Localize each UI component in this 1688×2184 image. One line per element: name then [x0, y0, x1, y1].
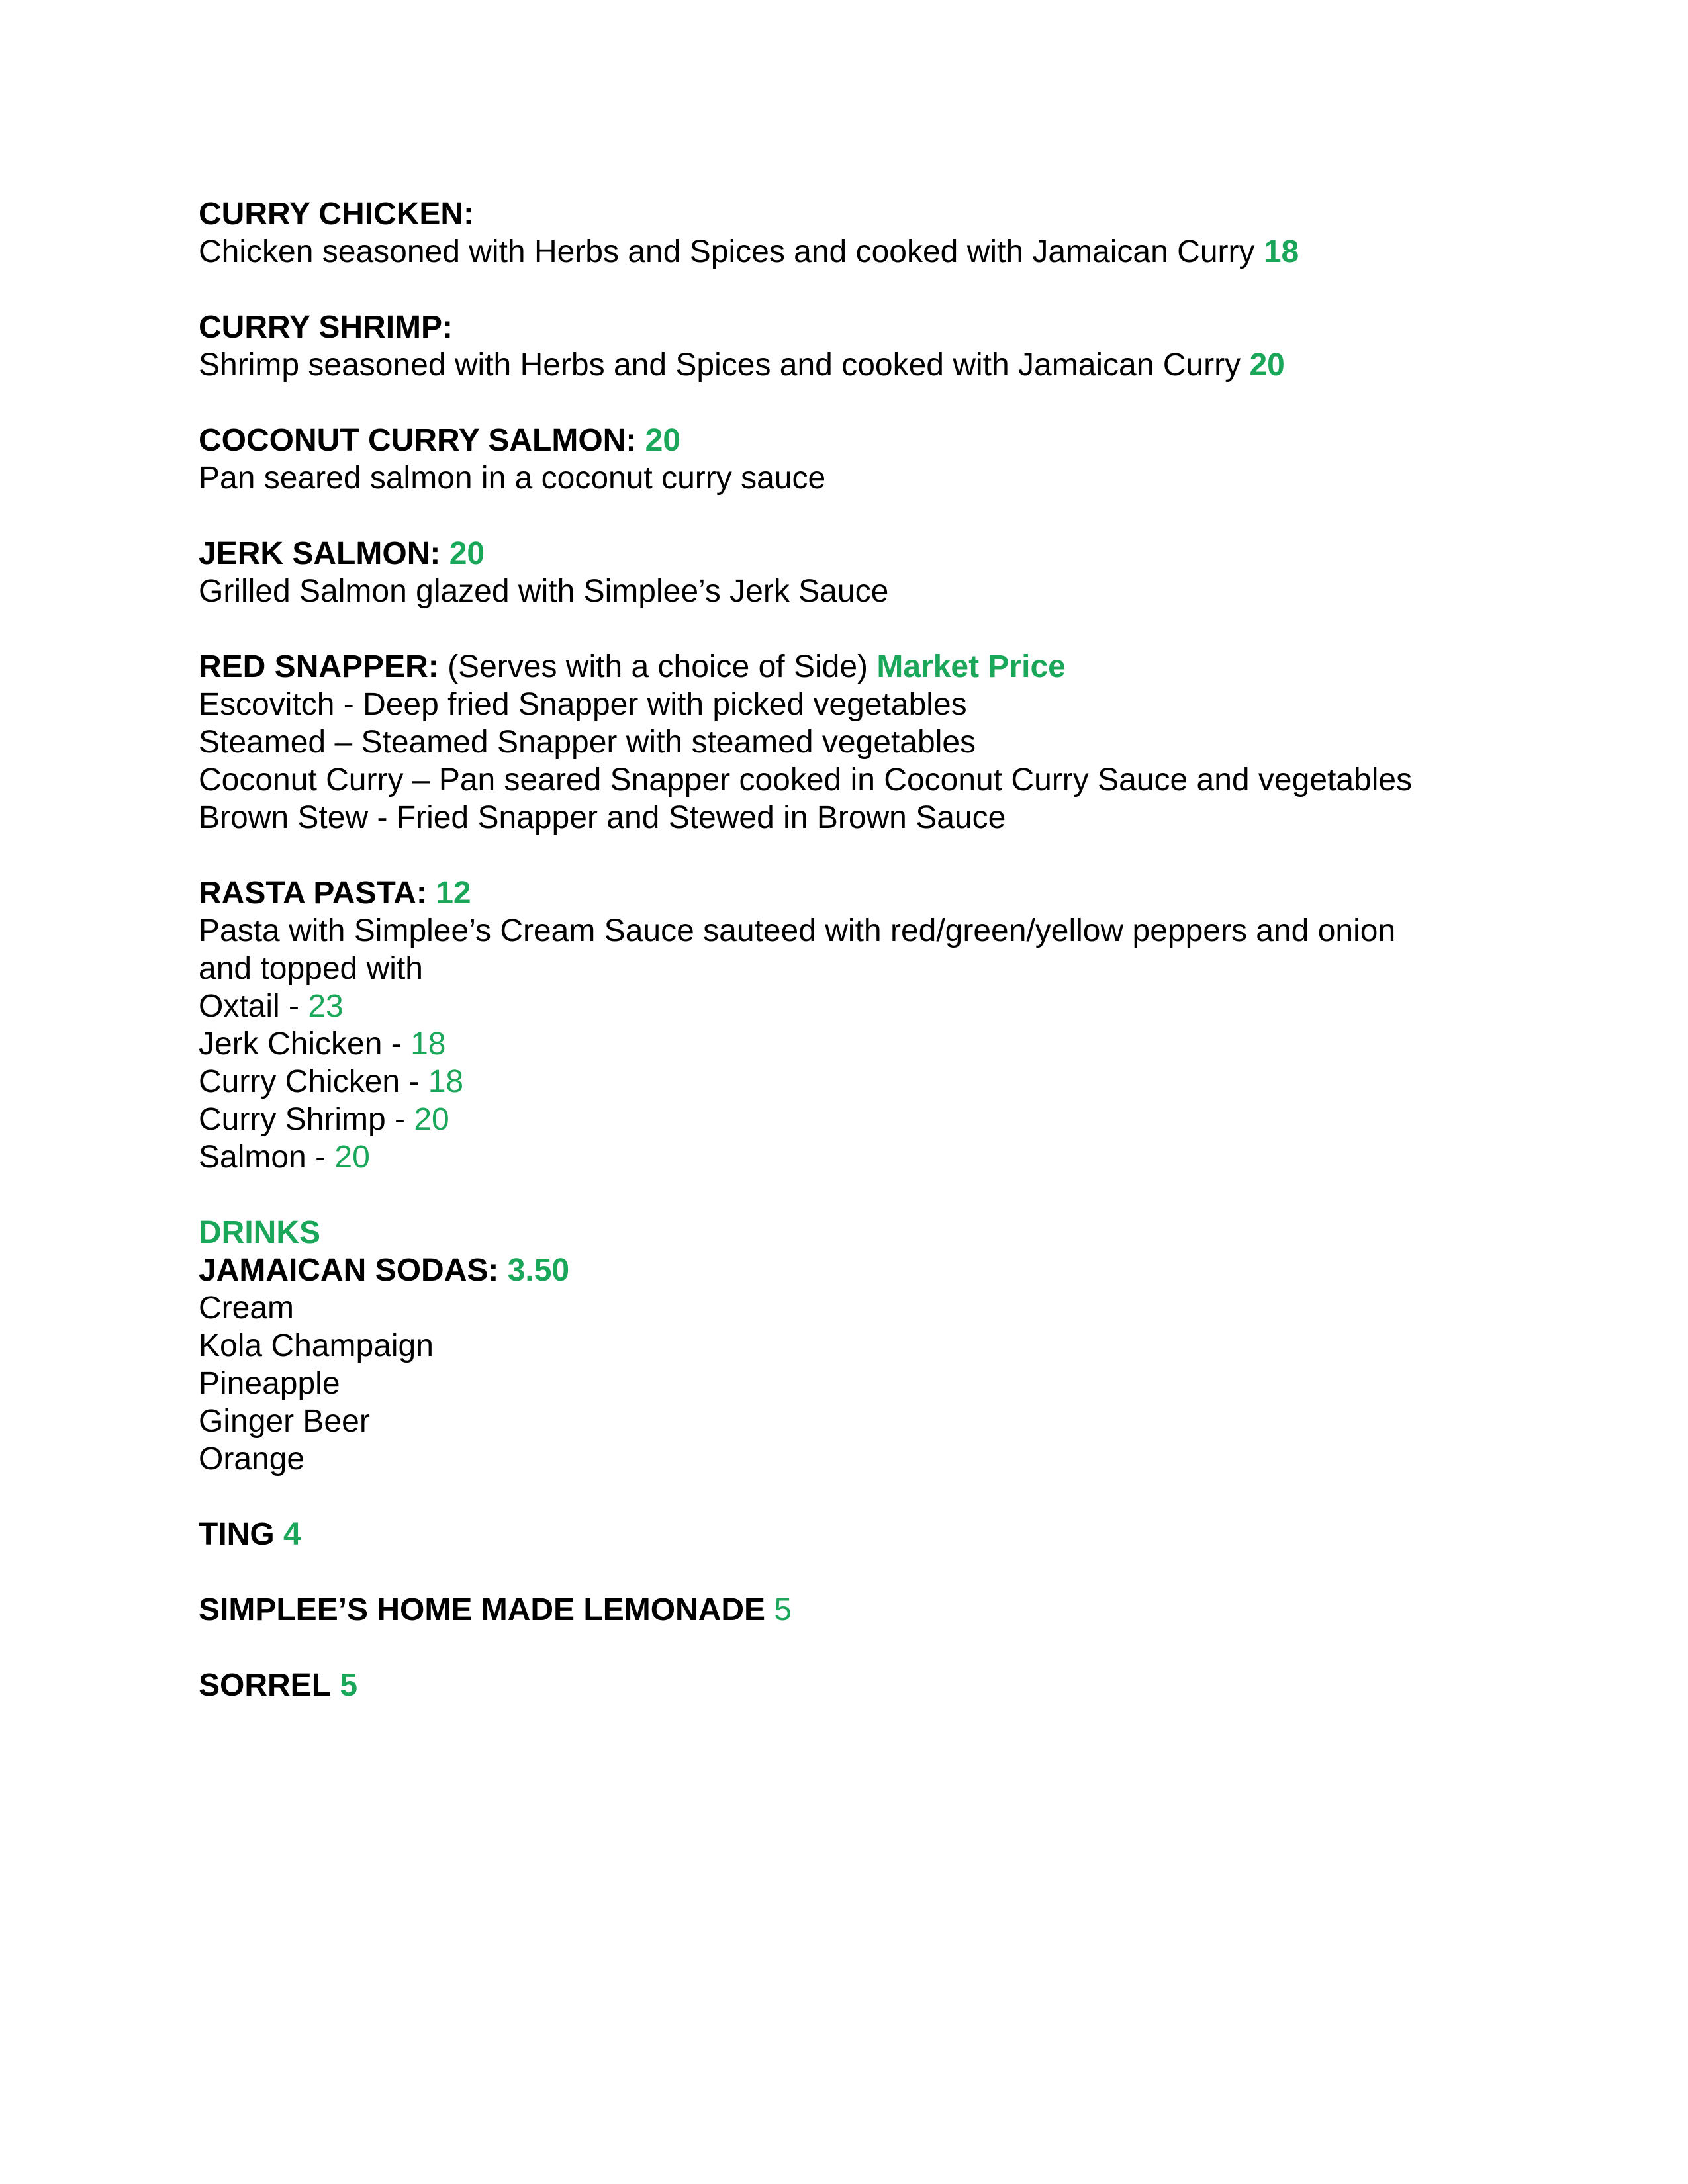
pasta-topping	[199, 987, 1523, 1025]
topping-price: 18	[428, 1064, 464, 1099]
topping-name: Oxtail -	[199, 989, 308, 1024]
topping-price: 20	[414, 1102, 449, 1137]
snapper-style: Steamed – Steamed Snapper with steamed vegetables	[199, 725, 976, 760]
topping-price: 23	[308, 989, 344, 1024]
item-price: 3.50	[507, 1253, 570, 1288]
item-description-line	[199, 233, 1523, 271]
item-price: 20	[1249, 347, 1285, 383]
item-description: Chicken seasoned with Herbs and Spices and cooked with Jamaican Curry	[199, 234, 1255, 269]
item-title: RASTA PASTA:	[199, 876, 427, 911]
topping-name: Jerk Chicken -	[199, 1026, 411, 1062]
item-title-line	[199, 648, 1523, 686]
pasta-topping	[199, 1025, 1523, 1063]
item-description: Pan seared salmon in a coconut curry sauce	[199, 461, 826, 496]
item-title: CURRY SHRIMP:	[199, 310, 453, 345]
topping-price: 20	[334, 1140, 370, 1175]
item-price: 20	[449, 536, 485, 571]
menu-item-rasta-pasta	[199, 874, 1523, 1176]
menu-item-jerk-salmon	[199, 535, 1523, 610]
pasta-topping	[199, 1138, 1523, 1176]
drink-item-lemonade	[199, 1591, 1523, 1629]
item-price: 4	[283, 1517, 301, 1552]
item-description: and topped with	[199, 951, 423, 986]
item-title: SORREL	[199, 1668, 332, 1703]
soda-flavor: Kola Champaign	[199, 1328, 434, 1363]
menu-item-curry-chicken	[199, 195, 1523, 271]
pasta-topping	[199, 1101, 1523, 1138]
menu-item-coconut-curry-salmon	[199, 422, 1523, 497]
soda-flavor: Cream	[199, 1291, 295, 1326]
pasta-topping	[199, 1063, 1523, 1101]
item-price: 20	[645, 423, 681, 458]
item-price: 18	[1263, 234, 1299, 269]
item-note: (Serves with a choice of Side)	[447, 649, 868, 684]
drinks-section	[199, 1214, 1523, 1478]
item-title: SIMPLEE’S HOME MADE LEMONADE	[199, 1592, 766, 1627]
snapper-style: Brown Stew - Fried Snapper and Stewed in Brown Sauce	[199, 800, 1006, 835]
item-description: Shrimp seasoned with Herbs and Spices and cooked with Jamaican Curry	[199, 347, 1241, 383]
menu-page	[199, 195, 1523, 1742]
snapper-style: Escovitch - Deep fried Snapper with picked vegetables	[199, 687, 967, 722]
item-title-line	[199, 1516, 1523, 1553]
drinks-heading: DRINKS	[199, 1215, 321, 1250]
menu-item-curry-shrimp	[199, 308, 1523, 384]
item-title-line	[199, 1591, 1523, 1629]
item-description-line	[199, 346, 1523, 384]
drink-item-sorrel	[199, 1666, 1523, 1704]
item-description: Pasta with Simplee’s Cream Sauce sauteed with red/green/yellow peppers and onion	[199, 913, 1396, 948]
topping-name: Curry Shrimp -	[199, 1102, 414, 1137]
topping-name: Curry Chicken -	[199, 1064, 428, 1099]
topping-price: 18	[410, 1026, 446, 1062]
item-price: 5	[774, 1592, 792, 1627]
item-title: JAMAICAN SODAS:	[199, 1253, 499, 1288]
item-title-line	[199, 535, 1523, 572]
item-title-line	[199, 1666, 1523, 1704]
item-title-line	[199, 1251, 1523, 1289]
item-title: TING	[199, 1517, 275, 1552]
item-description: Grilled Salmon glazed with Simplee’s Jerk Sauce	[199, 574, 889, 609]
item-title: RED SNAPPER:	[199, 649, 439, 684]
soda-flavor: Ginger Beer	[199, 1404, 370, 1439]
topping-name: Salmon -	[199, 1140, 335, 1175]
item-title-line	[199, 874, 1523, 912]
item-price: 5	[340, 1668, 358, 1703]
soda-flavor: Pineapple	[199, 1366, 340, 1401]
soda-flavor: Orange	[199, 1441, 305, 1477]
drink-item-ting	[199, 1516, 1523, 1553]
snapper-style: Coconut Curry – Pan seared Snapper cooked in Coconut Curry Sauce and vegetables	[199, 762, 1413, 797]
menu-item-red-snapper	[199, 648, 1523, 837]
item-price: Market Price	[876, 649, 1066, 684]
item-title: CURRY CHICKEN:	[199, 197, 475, 232]
item-price: 12	[436, 876, 471, 911]
item-title: COCONUT CURRY SALMON:	[199, 423, 637, 458]
item-title-line	[199, 422, 1523, 459]
item-title: JERK SALMON:	[199, 536, 441, 571]
